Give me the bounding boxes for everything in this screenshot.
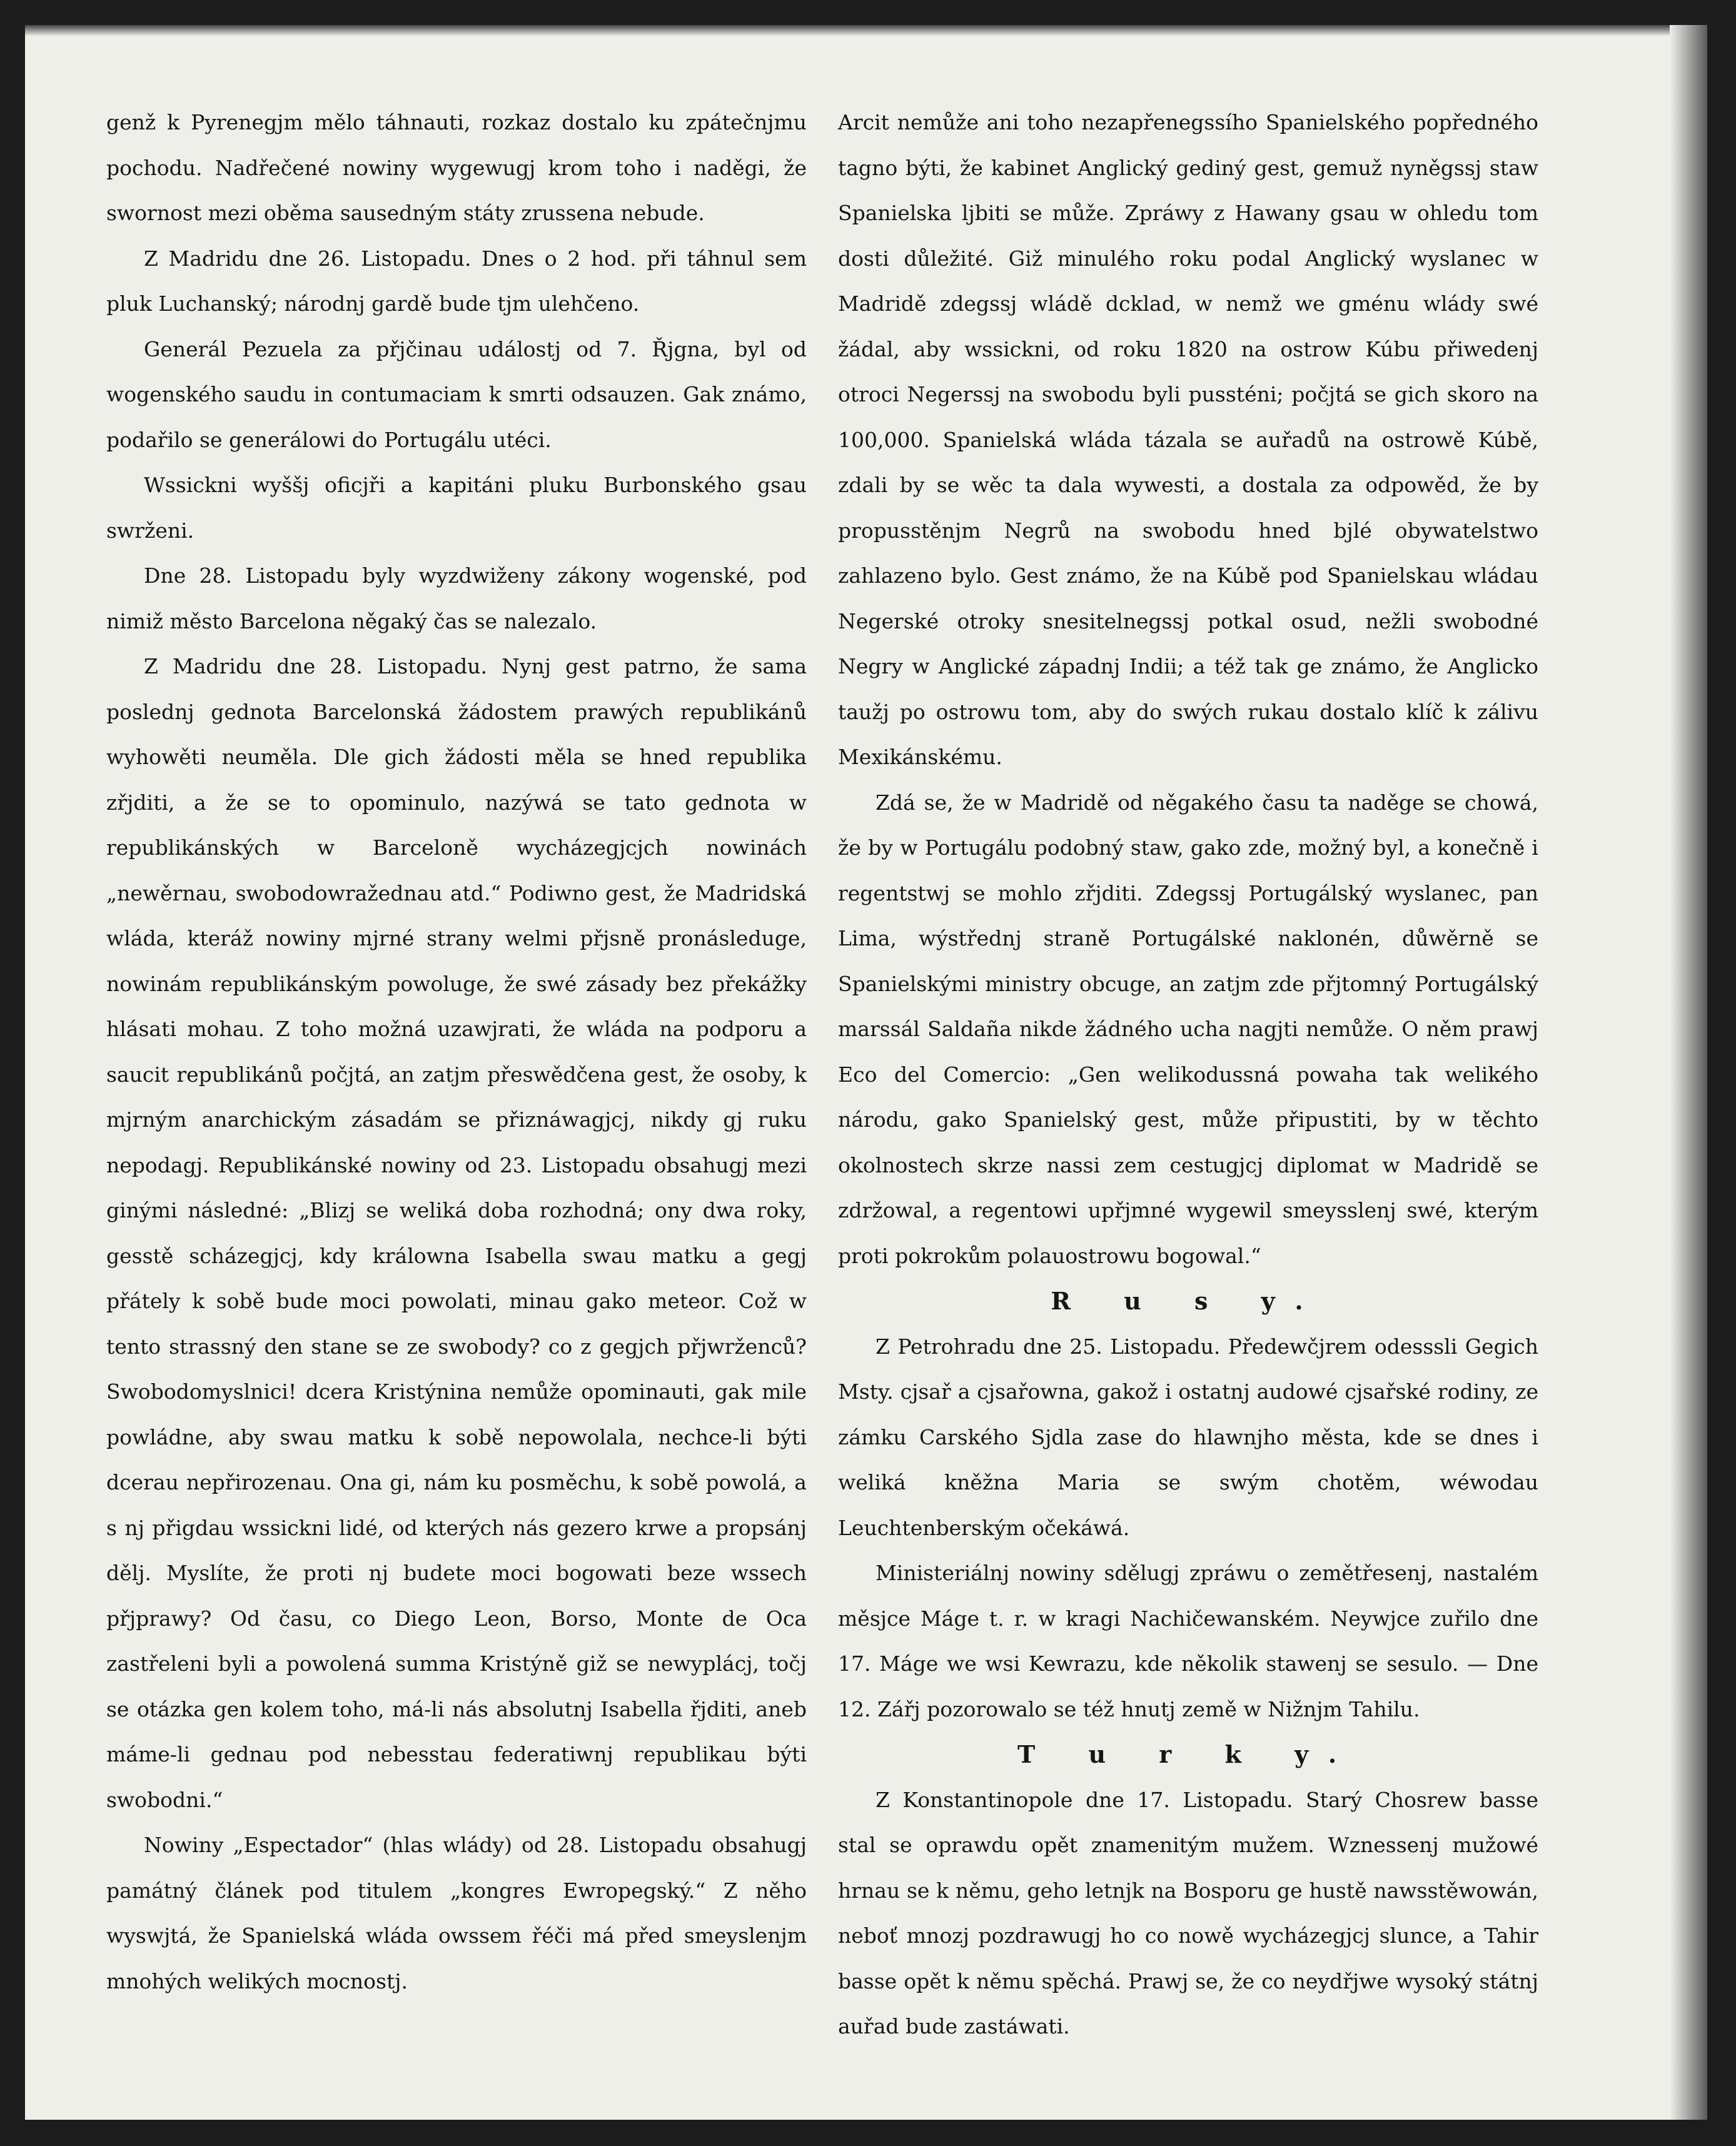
paragraph: Wssickni wyššj oficjři a kapitáni pluku Burbonského gsau swrženi.: [106, 473, 807, 543]
paragraph: Z Madridu dne 28. Listopadu. Nynj gest patrno, že sama poslednj gednota Barcelonská žádostem prawých republikánů wyhowěti neuměla. Dle gich žádosti měla se hned republika zřjditi, a že se to opominulo, nazýwá se tato gednota w republikánských w Barceloně wycházegjcjch nowinách „newěrnau, swobodowražednau atd.“ Podiwno gest, že Madridská wláda, kteráž nowiny mjrné strany welmi přjsně pronásleduge, nowinám republikánským powoluge, že swé zásady bez překážky hlásati mohau. Z toho možná uzawjrati, že wláda na podporu a saucit republikánů počjtá, an zatjm přeswědčena gest, že osoby, k mjrným anarchickým zásadám se přiznáwagjcj, nikdy gj ruku nepodagj. Republikánské nowiny od 23. Listopadu obsahugj mezi ginými následné: „Blizj se weliká doba rozhodná; ony dwa roky, gesstě scházegjcj, kdy králowna Isabella swau matku a gegj přátely k sobě bude moci powolati, minau gako meteor. Což w tento strassný den stane se ze swobody? co z gegjch přjwrženců? Swobodomyslnici! dcera Kristýnina nemůže opominauti, gak mile powládne, aby swau matku k sobě nepowolala, nechce-li býti dcerau nepřirozenau. Ona gi, nám ku posměchu, k sobě powolá, a s nj přigdau wssickni lidé, od kterých nás gezero krwe a propsánj dělj. Myslíte, že proti nj budete moci bogowati beze wssech přjprawy? Od času, co Diego Leon, Borso, Monte de Oca zastřeleni byli a powolená summa Kristýně giž se newyplácj, točj se otázka gen kolem toho, má-li nás absolutnj Isabella řjditi, aneb máme-li gednau pod nebesstau federatiwnj republikau býti swobodni.“: [106, 654, 807, 1812]
section-heading-rusy: R u s y.: [1051, 1287, 1326, 1315]
paragraph: Arcit nemůže ani toho nezapřenegssího Spanielského popředného tagno býti, že kabinet Anglický gediný gest, gemuž nyněgssj staw Spanielska ljbiti se může. Zpráwy z Hawany gsau w ohledu tom dosti důležité. Giž minulého roku podal Anglický wyslanec w Madridě zdegssj wládě dcklad, w nemž we gménu wlády swé žádal, aby wssickni, od roku 1820 na ostrow Kúbu přiwedenj otroci Negerssj na swobodu byli pussténi; počjtá se gich skoro na 100,000. Spanielská wláda tázala se auřadů na ostrowě Kúbě, zdali by se wěc ta dala wywesti, a dostala za odpowěd, že by propusstěnjm Negrů na swobodu hned bjlé obywatelstwo zahlazeno bylo. Gest známo, že na Kúbě pod Spanielskau wládau Negerské otroky snesitelnegssj potkal osud, nežli swobodné Negry w Anglické západnj Indii; a též tak ge známo, že Anglicko taužj po ostrowu tom, aby do swých rukau dostalo klíč k zálivu Mexikánskému.: [838, 110, 1538, 769]
paragraph: Ministeriálnj nowiny sdělugj zpráwu o zemětřesenj, nastalém měsjce Máge t. r. w kragi Nachičewanském. Neywjce zuřilo dne 17. Máge we wsi Kewrazu, kde několik stawenj se sesulo. — Dne 12. Zářj pozorowalo se též hnutj země w Nižnjm Tahilu.: [838, 1561, 1538, 1721]
paragraph: Generál Pezuela za přjčinau událostj od 7. Řjgna, byl od wogenského saudu in contumaciam k smrti odsauzen. Gak známo, podařilo se generálowi do Portugálu utéci.: [106, 336, 807, 452]
paragraph: Zdá se, že w Madridě od něgakého času ta naděge se chowá, že by w Portugálu podobný staw, gako zde, možný byl, a konečně i regentstwj se mohlo zřjditi. Zdegssj Portugálský wyslanec, pan Lima, wýstřednj straně Portugálské naklonén, důwěrně se Spanielskými ministry obcuge, an zatjm zde přjtomný Portugálský marssál Saldaña nikde žádného ucha nagjti nemůže. O něm prawj Eco del Comercio: „Gen welikodussná powaha tak welikého národu, gako Spanielský gest, může připustiti, by w těchto okolnostech skrze nassi zem cestugjcj diplomat w Madridě se zdržowal, a regentowi upřjmné wygewil smeysslenj swé, kterým proti pokrokům polauostrowu bogowal.“: [838, 790, 1538, 1268]
paragraph: Z Konstantinopole dne 17. Listopadu. Starý Chosrew basse stal se oprawdu opět znamenitým mužem. Wznessenj mužowé hrnau se k němu, geho letnjk na Bosporu ge hustě nawsstěwowán, neboť mnozj pozdrawugj ho co nowě wycházegjcj slunce, a Tahir basse opět k němu spěchá. Prawj se, že co neydřjwe wysoký státnj auřad bude zastáwati.: [838, 1787, 1538, 2038]
left-column: [106, 100, 807, 2004]
page-binding-shadow: [1670, 25, 1707, 2120]
paragraph: Nowiny „Espectador“ (hlas wlády) od 28. Listopadu obsahugj památný článek pod titulem „kongres Ewropegský.“ Z něho wyswjtá, že Spanielská wláda owssem řéči má před smeyslenjm mnohých welikých mocnostj.: [106, 1833, 807, 1993]
paragraph: Z Madridu dne 26. Listopadu. Dnes o 2 hod. při táhnul sem pluk Luchanský; národnj gardě bude tjm ulehčeno.: [106, 246, 807, 316]
paragraph: Dne 28. Listopadu byly wyzdwiženy zákony wogenské, pod nimiž město Barcelona něgaký čas se nalezalo.: [106, 563, 807, 633]
right-column: [838, 100, 1538, 2050]
paragraph: genž k Pyrenegjm mělo táhnauti, rozkaz dostalo ku zpátečnjmu pochodu. Nadřečené nowiny wygewugj krom toho i naděgi, že swornost mezi oběma sausedným státy zrussena nebude.: [106, 110, 807, 225]
page-top-edge: [25, 25, 1707, 36]
paragraph: Z Petrohradu dne 25. Listopadu. Předewčjrem odesssli Gegich Msty. cjsař a cjsařowna, gakož i ostatnj audowé cjsařské rodiny, ze zámku Carského Sjdla zase do hlawnjho města, kde se dnes i weliká kněžna Maria se swým chotěm, wéwodau Leuchtenberským očekáwá.: [838, 1334, 1538, 1540]
newspaper-page: [25, 25, 1707, 2120]
section-heading-turky: T u r k y.: [1017, 1740, 1360, 1768]
